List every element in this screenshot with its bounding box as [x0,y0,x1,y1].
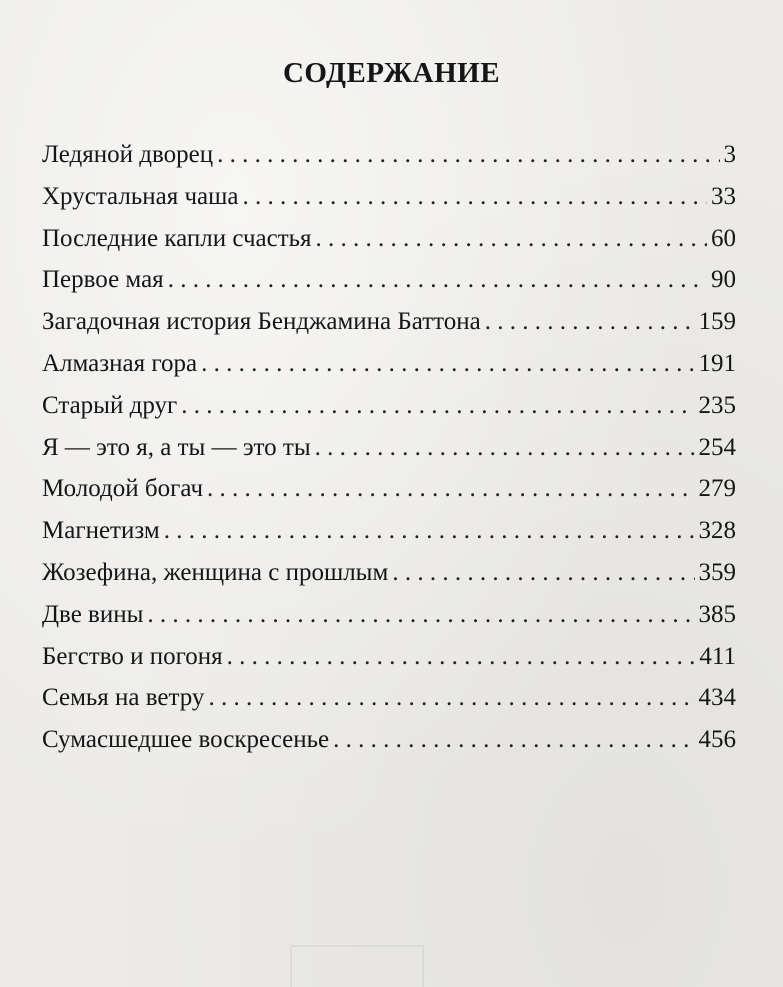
toc-entry [42,719,736,761]
toc-entry-page: 434 [698,684,736,712]
toc-entry [42,343,736,385]
toc-entry-title: Загадочная история Бенджамина Баттона [42,308,481,336]
toc-entry-page: 235 [698,391,736,419]
toc-entry-page: 33 [711,182,736,210]
show-through-stamp [290,945,424,987]
toc-entry-page: 60 [711,224,736,252]
toc-leader-dots [207,468,694,510]
toc-entry [42,176,736,218]
toc-leader-dots [316,218,707,260]
toc-entry-title: Последние капли счастья [42,224,312,252]
toc-entry [42,218,736,260]
toc-entry [42,636,736,678]
toc-entry-title: Алмазная гора [42,349,198,377]
toc-entry-title: Бегство и погоня [42,642,223,670]
toc-entry [42,510,736,552]
toc-entry [42,677,736,719]
toc-leader-dots [485,301,695,343]
table-of-contents [42,134,736,761]
toc-entry-title: Сумасшедшее воскресенье [42,726,330,754]
toc-entry-page: 159 [698,308,736,336]
toc-entry-title: Молодой богач [42,475,204,503]
toc-leader-dots [201,343,694,385]
toc-leader-dots [333,719,694,761]
toc-entry-title: Хрустальная чаша [42,182,239,210]
toc-leader-dots [208,677,694,719]
toc-entry [42,552,736,594]
toc-entry-page: 411 [699,642,736,670]
toc-entry [42,427,736,469]
toc-entry [42,468,736,510]
toc-leader-dots [164,510,695,552]
toc-entry [42,385,736,427]
toc-entry-page: 385 [698,600,736,628]
toc-leader-dots [168,259,707,301]
toc-entry-title: Старый друг [42,391,178,419]
toc-leader-dots [242,176,707,218]
toc-leader-dots [227,636,696,678]
toc-entry-title: Жозефина, женщина с прошлым [42,558,389,586]
toc-entry-page: 279 [698,475,736,503]
toc-entry [42,134,736,176]
toc-entry-page: 254 [698,433,736,461]
toc-leader-dots [315,427,695,469]
toc-entry [42,594,736,636]
toc-entry-page: 456 [698,726,736,754]
toc-entry [42,259,736,301]
toc-entry-title: Я — это я, а ты — это ты [42,433,311,461]
toc-entry-page: 3 [723,141,736,168]
toc-entry-title: Первое мая [42,266,164,294]
toc-entry-page: 359 [698,558,736,586]
page-title: СОДЕРЖАНИЕ [282,57,501,89]
toc-entry-title: Семья на ветру [42,684,205,712]
toc-entry-page: 90 [711,266,736,294]
toc-entry-title: Магнетизм [42,517,160,545]
toc-entry-page: 328 [698,517,736,545]
toc-leader-dots [392,552,694,594]
toc-entry-title: Ледяной дворец [42,141,214,168]
toc-leader-dots [217,134,719,176]
toc-leader-dots [181,385,694,427]
toc-entry-page: 191 [698,349,736,377]
toc-entry-title: Две вины [42,600,144,628]
toc-entry [42,301,736,343]
toc-leader-dots [147,594,694,636]
